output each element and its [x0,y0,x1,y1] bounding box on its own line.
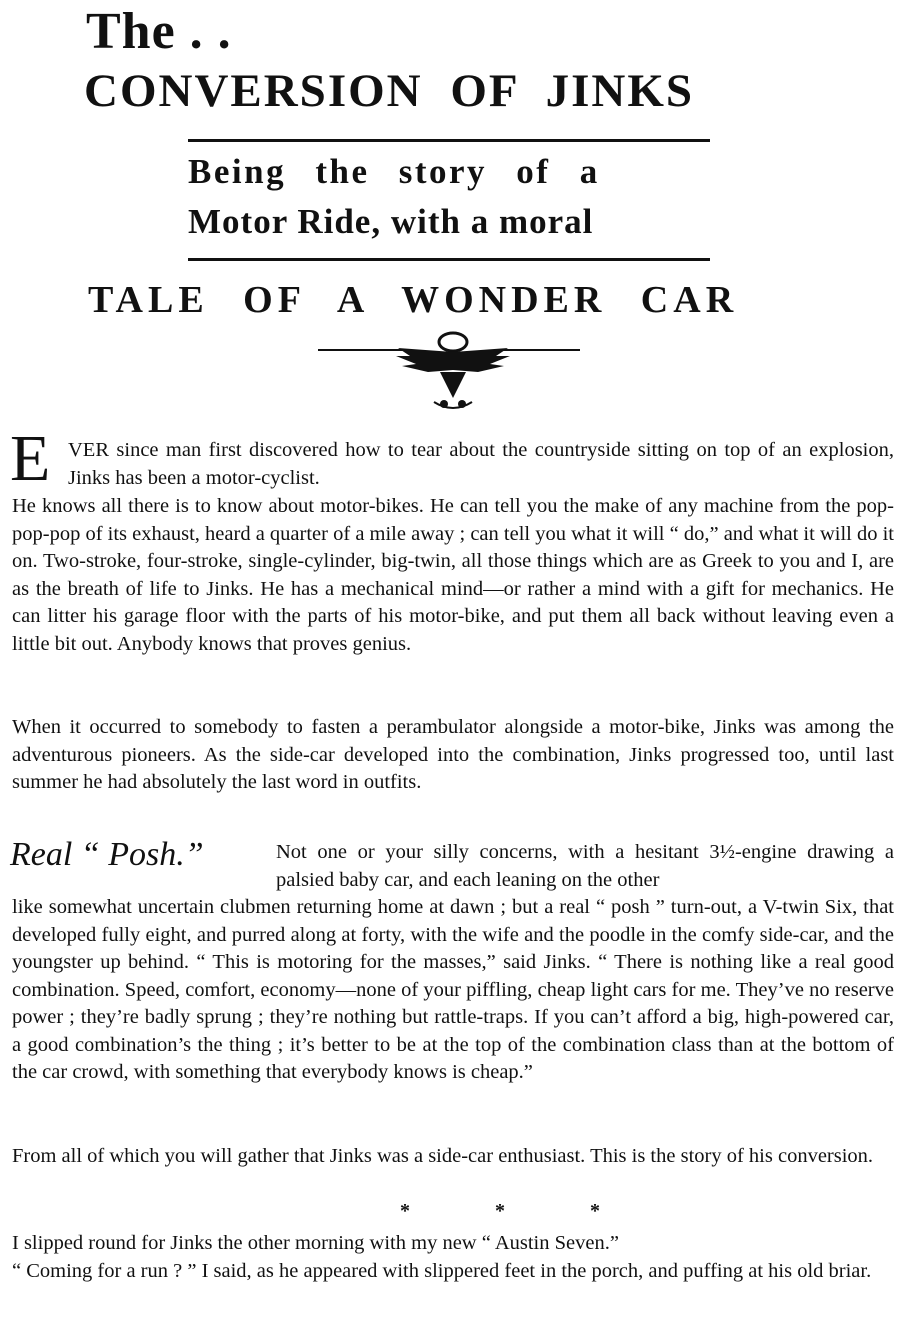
paragraph-2: When it occurred to somebody to fasten a perambulator alongside a motor-bike, Jinks was among the adventurous pioneers. As the side-car developed into the combination, Jinks progressed too, until last summer he had absolutely the last word in outfits. [12,716,894,793]
opening-lines: VER since man first discovered how to tear about the countryside sitting on top of an explosion, Jinks has been a motor-cyclist. [68,439,894,489]
subtitle-line-1: Being the story of a [188,152,600,191]
title-rule-bottom [188,258,710,261]
page-title: CONVERSION OF JINKS [84,65,695,117]
posh-heading: Real “ Posh.” [10,836,204,873]
section-dots: * * * [400,1200,640,1222]
paragraph-3: From all of which you will gather that Jinks was a side-car enthusiast. This is the story of his conversion. [12,1145,874,1167]
tale-heading: TALE OF A WONDER CAR [88,279,739,321]
posh-side-text: Not one or your silly concerns, with a hesitant 3½-engine drawing a palsied baby car, and each leaning on the other [276,841,894,891]
paragraph-1: He knows all there is to know about motor-bikes. He can tell you the make of any machine from the pop-pop-pop of its exhaust, heard a quarter of a mile away ; can tell you what it will “ do,” and what it will do it on. Two-stroke, four-stroke, single-cylinder, big-twin, all those things which are as Greek to you and I, are as the breath of life to Jinks. He has a mechanical mind—or rather a mind with a gift for mechanics. He can litter his garage floor with the parts of his motor-bike, and put them all back without leaving even a little bit out. Anybody knows that proves genius. [12,495,894,655]
paragraph-5: “ Coming for a run ? ” I said, as he appeared with slippered feet in the porch, and puffing at his old briar. [12,1260,872,1282]
title-the: The . . [86,3,232,60]
paragraph-4: I slipped round for Jinks the other morning with my new “ Austin Seven.” [12,1232,619,1254]
winged-wheel-icon [378,328,528,412]
subtitle-line-2: Motor Ride, with a moral [188,202,594,241]
paragraph-posh: like somewhat uncertain clubmen returning home at dawn ; but a real “ posh ” turn-out, a V-twin Six, that developed fully eight, and purred along at forty, with the wife and the poodle in the comfy side-car, and the youngster up behind. “ This is motoring for the masses,” said Jinks. “ There is nothing like a real good combination. Speed, comfort, economy—none of your piffling, cheap light cars for me. They’ve no reserve power ; they’re badly sprung ; they’re nothing but rattle-traps. If you can’t afford a big, high-powered car, a good combination’s the thing ; it’s better to be at the top of the combination class than at the bottom of the car crowd, with something that everybody knows is cheap.” [12,896,894,1083]
title-rule-top [188,139,710,142]
drop-cap: E [10,422,51,495]
